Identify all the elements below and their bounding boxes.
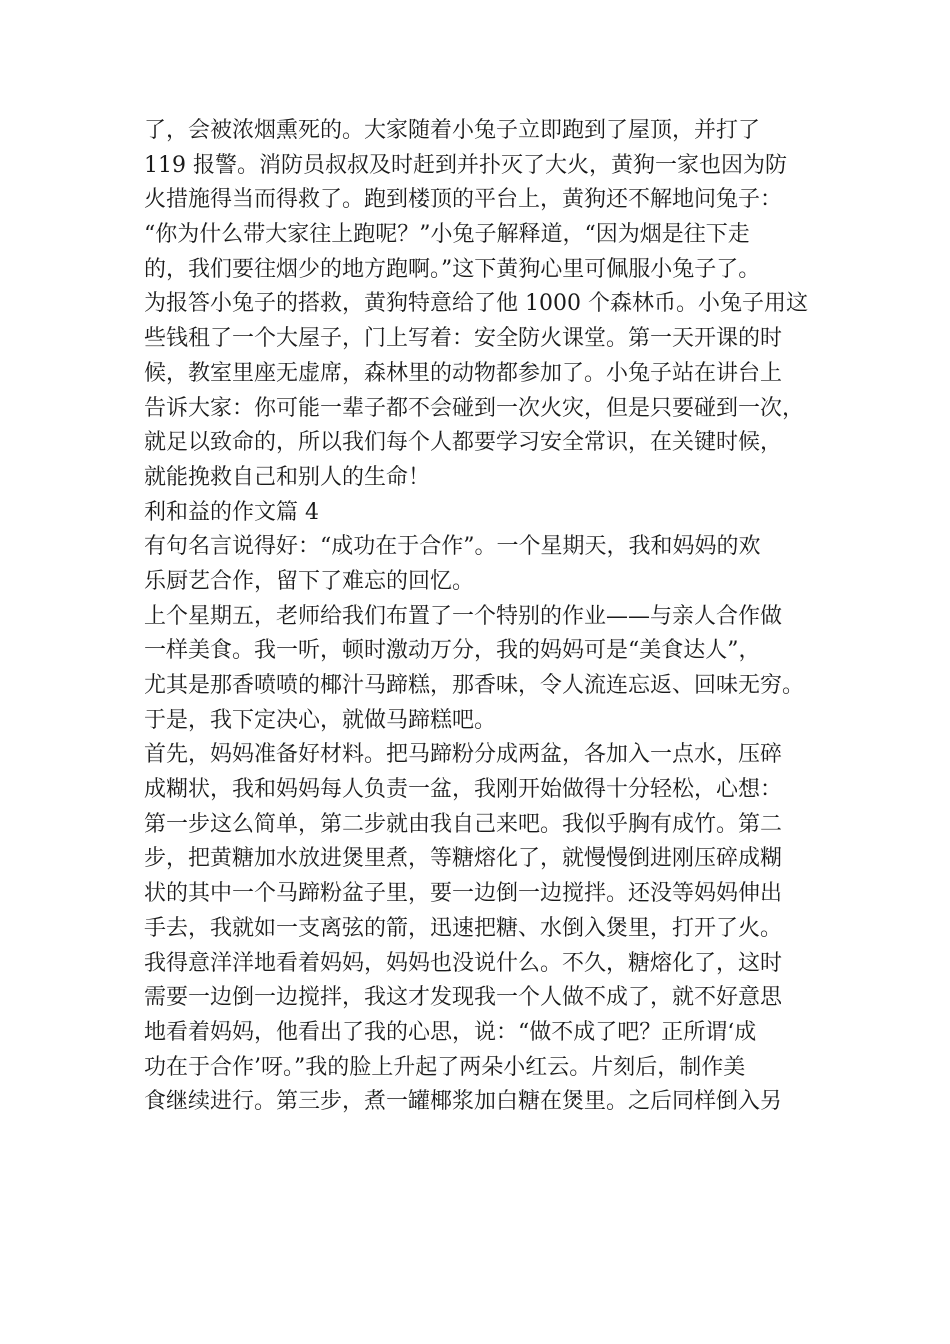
text-line: 火措施得当而得救了。跑到楼顶的平台上，黄狗还不解地问兔子： <box>144 187 783 213</box>
text-line: 了，会被浓烟熏死的。大家随着小兔子立即跑到了屋顶，并打了 <box>144 118 761 143</box>
text-line: 于是，我下定决心，就做马蹄糕吧。 <box>144 707 497 733</box>
text-line: 需要一边倒一边搅拌，我这才发现我一个人做不成了，就不好意思 <box>144 985 783 1011</box>
text-line: 功在于合作’呀。”我的脸上升起了两朵小红云。片刻后，制作美 <box>144 1054 746 1080</box>
text-line: 手去，我就如一支离弦的箭，迅速把糖、水倒入煲里，打开了火。 <box>144 915 783 941</box>
text-line: 一样美食。我一听，顿时激动万分，我的妈妈可是“美食达人”， <box>144 638 761 664</box>
text-line: 有句名言说得好：“成功在于合作”。一个星期天，我和妈妈的欢 <box>144 534 761 560</box>
text-line: 首先，妈妈准备好材料。把马蹄粉分成两盆，各加入一点水，压碎 <box>144 742 783 768</box>
text-line: 成糊状，我和妈妈每人负责一盆，我刚开始做得十分轻松，心想： <box>144 777 783 803</box>
section-heading: 利和益的作文篇 4 <box>144 499 319 525</box>
text-line: 第一步这么简单，第二步就由我自己来吧。我似乎胸有成竹。第二 <box>144 811 783 837</box>
text-line: 乐厨艺合作，留下了难忘的回忆。 <box>144 568 475 594</box>
text-line: 状的其中一个马蹄粉盆子里，要一边倒一边搅拌。还没等妈妈伸出 <box>144 881 783 907</box>
text-line: 候，教室里座无虚席，森林里的动物都参加了。小兔子站在讲台上 <box>144 360 783 386</box>
text-line: 尤其是那香喷喷的椰汁马蹄糕，那香味，令人流连忘返、回味无穷。 <box>144 673 805 698</box>
text-line: 些钱租了一个大屋子，门上写着：安全防火课堂。第一天开课的时 <box>144 326 783 352</box>
text-line: 上个星期五，老师给我们布置了一个特别的作业——与亲人合作做 <box>144 603 783 629</box>
text-line: 食继续进行。第三步，煮一罐椰浆加白糖在煲里。之后同样倒入另 <box>144 1089 783 1115</box>
body-text <box>144 114 834 1120</box>
text-line: 我得意洋洋地看着妈妈，妈妈也没说什么。不久，糖熔化了，这时 <box>144 950 783 976</box>
text-line: 就能挽救自己和别人的生命！ <box>144 464 431 490</box>
text-line: 的，我们要往烟少的地方跑啊。”这下黄狗心里可佩服小兔子了。 <box>144 256 761 282</box>
text-line: 地看着妈妈，他看出了我的心思，说：“做不成了吧？正所谓‘成 <box>144 1019 757 1045</box>
text-line: “你为什么带大家往上跑呢？”小兔子解释道，“因为烟是往下走 <box>144 222 750 248</box>
text-line: 为报答小兔子的搭救，黄狗特意给了他 1000 个森林币。小兔子用这 <box>144 291 808 317</box>
text-line: 119 报警。消防员叔叔及时赶到并扑灭了大火，黄狗一家也因为防 <box>144 152 787 178</box>
text-line: 告诉大家：你可能一辈子都不会碰到一次火灾，但是只要碰到一次， <box>144 395 805 421</box>
text-line: 就足以致命的，所以我们每个人都要学习安全常识，在关键时候， <box>144 430 783 456</box>
text-line: 步，把黄糖加水放进煲里煮，等糖熔化了，就慢慢倒进刚压碎成糊 <box>144 846 783 872</box>
